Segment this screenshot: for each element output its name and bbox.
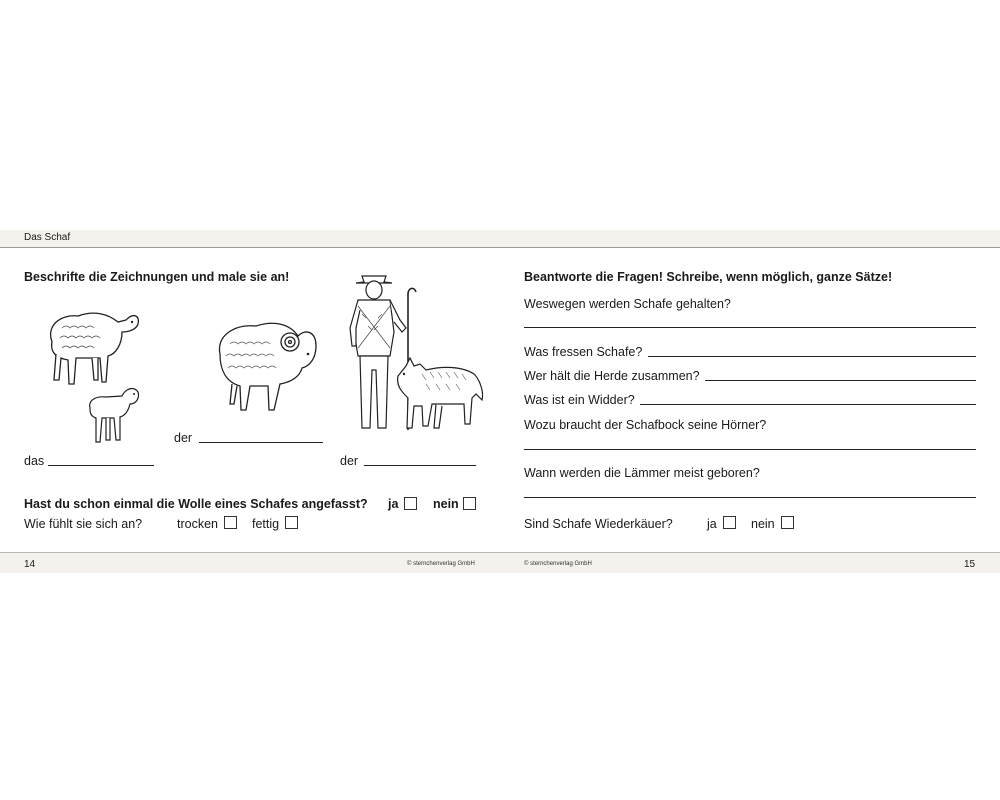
label-das: das	[24, 454, 45, 468]
greasy-label: fettig	[252, 517, 280, 531]
question-1: Weswegen werden Schafe gehalten?	[524, 297, 731, 311]
ruminant-yes-checkbox[interactable]	[723, 516, 736, 529]
answer-line-3[interactable]	[705, 380, 976, 381]
question-7: Sind Schafe Wiederkäuer?	[524, 517, 673, 531]
right-task-heading: Beantworte die Fragen! Schreibe, wenn möglich, ganze Sätze!	[524, 270, 893, 284]
answer-line-4[interactable]	[640, 404, 976, 405]
page-number-left: 14	[24, 559, 36, 570]
question-3: Wer hält die Herde zusammen?	[524, 369, 700, 383]
dry-checkbox[interactable]	[224, 516, 237, 529]
wool-no-label: nein	[433, 497, 459, 511]
answer-line-6[interactable]	[524, 497, 976, 498]
label-der-ram: der	[174, 431, 193, 445]
question-6: Wann werden die Lämmer meist geboren?	[524, 466, 760, 480]
answer-line-dog[interactable]	[364, 465, 476, 466]
lamb-drawing	[84, 382, 144, 447]
dog-drawing	[392, 354, 488, 438]
copyright-right: © sternchenverlag GmbH	[524, 561, 592, 567]
answer-line-2[interactable]	[648, 356, 976, 357]
wool-no-checkbox[interactable]	[463, 497, 476, 510]
feel-question: Wie fühlt sie sich an?	[24, 517, 143, 531]
answer-line-5[interactable]	[524, 449, 976, 450]
ram-drawing	[212, 314, 324, 418]
copyright-left: © sternchenverlag GmbH	[407, 561, 475, 567]
footer-band	[0, 552, 1000, 573]
sheep-drawing	[42, 302, 142, 392]
greasy-checkbox[interactable]	[285, 516, 298, 529]
page-number-right: 15	[964, 559, 976, 570]
question-4: Was ist ein Widder?	[524, 393, 635, 407]
question-5: Wozu braucht der Schafbock seine Hörner?	[524, 418, 767, 432]
left-task-heading: Beschrifte die Zeichnungen und male sie an!	[24, 270, 290, 284]
header-band	[0, 230, 1000, 248]
label-der-dog: der	[340, 454, 359, 468]
answer-line-ram[interactable]	[199, 442, 323, 443]
ruminant-no-label: nein	[751, 517, 775, 531]
answer-line-das[interactable]	[48, 465, 154, 466]
wool-yes-checkbox[interactable]	[404, 497, 417, 510]
dry-label: trocken	[177, 517, 218, 531]
header-title: Das Schaf	[24, 232, 71, 243]
answer-line-1[interactable]	[524, 327, 976, 328]
ruminant-no-checkbox[interactable]	[781, 516, 794, 529]
wool-yes-label: ja	[388, 497, 399, 511]
question-2: Was fressen Schafe?	[524, 345, 643, 359]
ruminant-yes-label: ja	[707, 517, 717, 531]
wool-question: Hast du schon einmal die Wolle eines Schafes angefasst?	[24, 497, 368, 511]
